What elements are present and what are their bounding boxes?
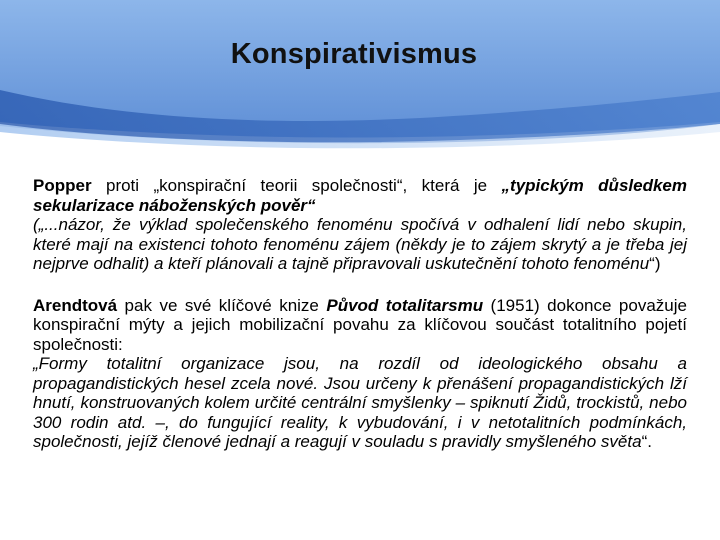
slide-title: Konspirativismus	[230, 38, 478, 70]
popper-paragraph	[33, 176, 687, 215]
arendt-book-title: Původ totalitarsmu	[326, 295, 484, 315]
popper-emphasis: „typickým důsledkem sekularizace náboženských pověr“	[33, 176, 687, 215]
popper-name: Popper	[33, 176, 92, 195]
popper-quote-end: “)	[649, 254, 661, 273]
title-banner	[0, 0, 720, 150]
arendt-quote	[33, 354, 687, 452]
arendt-quote-end: “.	[641, 432, 652, 451]
arendt-text-2: (1951) dokonce považuje konspirační mýty a jejich mobilizační povahu za klíčovou součást totalitního pojetí společnosti:	[33, 295, 687, 354]
popper-text: proti „konspirační teorii společnosti“, která je	[91, 176, 502, 195]
paragraph-gap	[33, 274, 687, 296]
arendt-paragraph	[33, 296, 687, 355]
arendt-name: Arendtová	[33, 295, 118, 315]
arendt-quote-text: „Formy totalitní organizace jsou, na rozdíl od ideologického obsahu a propagandistických hesel zcela nové. Jsou určeny k přenášení propagandistických lží hnutí, konstruovaných kolem určité centrální smyšlenky – spiknutí Židů, trockistů, nebo 300 rodin atd. –, do fungující reality, k vybudování, i v netotalitních podmínkách, společnosti, jejíž členové jednají a reagují v souladu s pravidly smyšleného světa	[33, 354, 687, 451]
slide-content	[33, 176, 687, 452]
popper-quote	[33, 215, 687, 274]
popper-quote-text: („...názor, že výklad společenského fenoménu spočívá v odhalení lidí nebo skupin, které mají na existenci tohoto fenoménu zájem (někdy je to zájem skrytý a je třeba jej nejprve odhalit) a kteří plánovali a tajně připravovali uskutečnění tohoto fenoménu	[33, 215, 687, 273]
arendt-text: pak ve své klíčové knize	[117, 295, 327, 315]
